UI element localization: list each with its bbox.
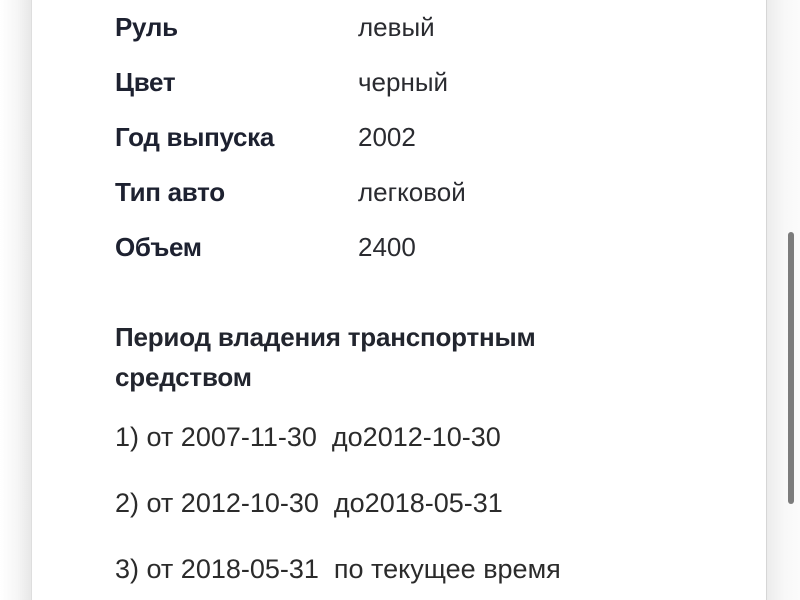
- spec-row-color: [115, 55, 675, 110]
- spec-row-vehicle-type: [115, 165, 675, 220]
- spec-value-engine-volume: 2400: [358, 232, 416, 262]
- spec-row-year: [115, 110, 675, 165]
- spec-row-steering: [115, 0, 675, 55]
- spec-value-vehicle-type: легковой: [358, 177, 466, 207]
- spec-row-engine-volume: [115, 220, 675, 275]
- spec-label-year: Год выпуска: [115, 122, 275, 152]
- spec-value-year: 2002: [358, 122, 416, 152]
- ownership-period-item-2: 2) от 2012-10-30 до2018-05-31: [115, 487, 503, 518]
- spec-value-color: черный: [358, 67, 449, 97]
- spec-label-color: Цвет: [115, 67, 176, 97]
- ownership-period-item-3: 3) от 2018-05-31 по текущее время: [115, 553, 561, 584]
- spec-value-steering: левый: [358, 12, 435, 42]
- vehicle-spec-table: [115, 0, 675, 275]
- vehicle-report-panel: [115, 0, 675, 600]
- page-edge-shadow-left: [0, 0, 32, 600]
- spec-label-steering: Руль: [115, 12, 178, 42]
- spec-label-engine-volume: Объем: [115, 232, 202, 262]
- page-edge-shadow-right: [766, 0, 800, 600]
- ownership-period-list: [115, 404, 675, 600]
- vertical-scrollbar-thumb[interactable]: [788, 232, 794, 504]
- spec-label-vehicle-type: Тип авто: [115, 177, 225, 207]
- ownership-period-item-1: 1) от 2007-11-30 до2012-10-30: [115, 421, 501, 452]
- ownership-section-heading: Период владения транспортным средством: [115, 322, 536, 392]
